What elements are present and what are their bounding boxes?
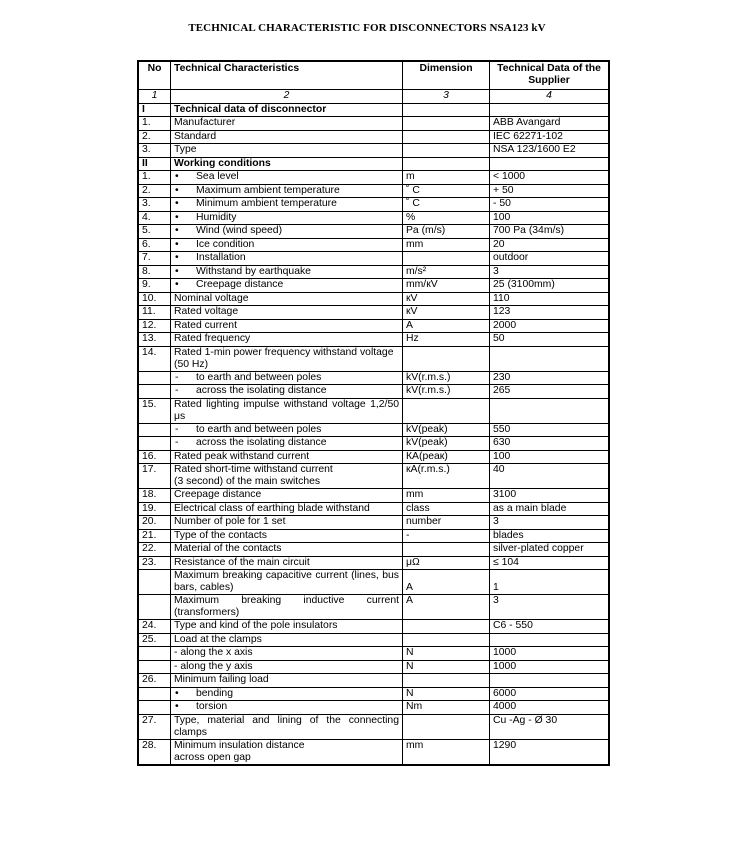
row-characteristic: Rated lighting impulse withstand voltage 1,2/50 μs bbox=[171, 398, 403, 423]
row-characteristic bbox=[171, 252, 403, 266]
table-row bbox=[139, 437, 609, 451]
dash-marker: - bbox=[175, 371, 179, 383]
table-row bbox=[139, 595, 609, 620]
table-row bbox=[139, 739, 609, 764]
row-characteristic: Type and kind of the pole insulators bbox=[171, 620, 403, 634]
row-characteristic bbox=[171, 225, 403, 239]
row-characteristic-text: Withstand by earthquake bbox=[196, 265, 311, 277]
row-number: 26. bbox=[139, 674, 171, 688]
row-dimension: ˚ C bbox=[403, 198, 490, 212]
bullet-marker: • bbox=[175, 225, 179, 236]
row-supplier-value: outdoor bbox=[490, 252, 609, 266]
row-number: I bbox=[139, 103, 171, 117]
row-dimension bbox=[403, 117, 490, 131]
row-supplier-value: 4000 bbox=[490, 701, 609, 715]
table-row bbox=[139, 333, 609, 347]
row-characteristic-text: to earth and between poles bbox=[196, 423, 322, 435]
header-dimension: Dimension bbox=[403, 62, 490, 90]
row-characteristic: Rated peak withstand current bbox=[171, 450, 403, 464]
table-row bbox=[139, 714, 609, 739]
row-dimension: mm bbox=[403, 238, 490, 252]
row-number: 18. bbox=[139, 489, 171, 503]
table-row bbox=[139, 319, 609, 333]
row-characteristic-text: Minimum ambient temperature bbox=[196, 198, 337, 209]
row-dimension: μΩ bbox=[403, 556, 490, 570]
technical-data-table bbox=[138, 61, 609, 765]
row-dimension: kV(r.m.s.) bbox=[403, 385, 490, 399]
header-no: No bbox=[139, 62, 171, 90]
row-supplier-value bbox=[490, 398, 609, 423]
table-row bbox=[139, 198, 609, 212]
row-supplier-value: NSA 123/1600 E2 bbox=[490, 144, 609, 158]
row-characteristic: Creepage distance bbox=[171, 489, 403, 503]
row-dimension: N bbox=[403, 660, 490, 674]
row-dimension bbox=[403, 346, 490, 371]
row-supplier-value: C6 - 550 bbox=[490, 620, 609, 634]
row-dimension bbox=[403, 252, 490, 266]
row-characteristic: Rated frequency bbox=[171, 333, 403, 347]
row-number: 21. bbox=[139, 529, 171, 543]
row-dimension: mm/кV bbox=[403, 279, 490, 293]
row-number: 27. bbox=[139, 714, 171, 739]
row-characteristic: Electrical class of earthing blade withstand bbox=[171, 502, 403, 516]
row-supplier-value: 630 bbox=[490, 437, 609, 451]
row-supplier-value: 110 bbox=[490, 292, 609, 306]
column-number: 3 bbox=[403, 90, 490, 104]
table-row bbox=[139, 543, 609, 557]
row-number: 11. bbox=[139, 306, 171, 320]
row-characteristic bbox=[171, 371, 403, 385]
row-number: 8. bbox=[139, 265, 171, 279]
row-number bbox=[139, 687, 171, 701]
table-row bbox=[139, 279, 609, 293]
row-supplier-value: 265 bbox=[490, 385, 609, 399]
row-dimension bbox=[403, 157, 490, 171]
row-dimension: mm bbox=[403, 739, 490, 764]
row-dimension: m/s² bbox=[403, 265, 490, 279]
row-number: 10. bbox=[139, 292, 171, 306]
row-supplier-value: as a main blade bbox=[490, 502, 609, 516]
row-dimension bbox=[403, 103, 490, 117]
row-characteristic: - along the y axis bbox=[171, 660, 403, 674]
row-dimension bbox=[403, 144, 490, 158]
row-number: 22. bbox=[139, 543, 171, 557]
table-row bbox=[139, 130, 609, 144]
row-characteristic-text: across the isolating distance bbox=[196, 385, 327, 396]
table-row bbox=[139, 171, 609, 185]
table-row bbox=[139, 529, 609, 543]
row-characteristic: Manufacturer bbox=[171, 117, 403, 131]
row-number: 2. bbox=[139, 184, 171, 198]
row-characteristic bbox=[171, 211, 403, 225]
table-row bbox=[139, 570, 609, 595]
row-dimension: N bbox=[403, 647, 490, 661]
row-characteristic: Maximum breaking capacitive current (lines, bus bars, cables) bbox=[171, 570, 403, 595]
table-row bbox=[139, 674, 609, 688]
row-dimension: % bbox=[403, 211, 490, 225]
row-dimension: number bbox=[403, 516, 490, 530]
row-number: 1. bbox=[139, 117, 171, 131]
table-row bbox=[139, 306, 609, 320]
row-characteristic bbox=[171, 238, 403, 252]
row-dimension: кV bbox=[403, 306, 490, 320]
row-supplier-value: < 1000 bbox=[490, 171, 609, 185]
row-number bbox=[139, 595, 171, 620]
dash-marker: - bbox=[175, 385, 179, 396]
table-row bbox=[139, 184, 609, 198]
row-characteristic bbox=[171, 265, 403, 279]
row-characteristic: Type, material and lining of the connecting clamps bbox=[171, 714, 403, 739]
row-supplier-value: 100 bbox=[490, 450, 609, 464]
row-supplier-value: 2000 bbox=[490, 319, 609, 333]
bullet-marker: • bbox=[175, 687, 179, 699]
row-number bbox=[139, 437, 171, 451]
row-characteristic-text: Maximum ambient temperature bbox=[196, 184, 340, 196]
row-number bbox=[139, 647, 171, 661]
row-supplier-value bbox=[490, 674, 609, 688]
row-number: 7. bbox=[139, 252, 171, 266]
row-dimension: kV(peak) bbox=[403, 437, 490, 451]
row-supplier-value: - 50 bbox=[490, 198, 609, 212]
row-number: 12. bbox=[139, 319, 171, 333]
table-row bbox=[139, 144, 609, 158]
row-characteristic: Working conditions bbox=[171, 157, 403, 171]
column-number: 4 bbox=[490, 90, 609, 104]
row-dimension bbox=[403, 714, 490, 739]
table-row bbox=[139, 252, 609, 266]
row-characteristic-text: Sea level bbox=[196, 171, 239, 182]
row-characteristic-text: Creepage distance bbox=[196, 279, 284, 290]
row-supplier-value: 3 bbox=[490, 595, 609, 620]
bullet-marker: • bbox=[175, 238, 179, 250]
column-number: 1 bbox=[139, 90, 171, 104]
row-characteristic: Rated voltage bbox=[171, 306, 403, 320]
bullet-marker: • bbox=[175, 265, 179, 277]
row-number bbox=[139, 371, 171, 385]
row-supplier-value: 123 bbox=[490, 306, 609, 320]
row-dimension: КА(реак) bbox=[403, 450, 490, 464]
row-dimension: Nm bbox=[403, 701, 490, 715]
dash-marker: - bbox=[175, 437, 179, 448]
row-number: 1. bbox=[139, 171, 171, 185]
row-number: 15. bbox=[139, 398, 171, 423]
row-number: 3. bbox=[139, 144, 171, 158]
row-supplier-value bbox=[490, 346, 609, 371]
row-dimension: mm bbox=[403, 489, 490, 503]
row-number: 28. bbox=[139, 739, 171, 764]
row-supplier-value: 700 Pa (34m/s) bbox=[490, 225, 609, 239]
table-header-row bbox=[139, 62, 609, 90]
row-supplier-value: 3 bbox=[490, 265, 609, 279]
table-row bbox=[139, 292, 609, 306]
row-supplier-value: 550 bbox=[490, 423, 609, 437]
row-characteristic: Minimum failing load bbox=[171, 674, 403, 688]
row-number bbox=[139, 660, 171, 674]
row-supplier-value: 40 bbox=[490, 464, 609, 489]
row-number bbox=[139, 570, 171, 595]
row-supplier-value: ABB Avangard bbox=[490, 117, 609, 131]
table-row bbox=[139, 371, 609, 385]
bullet-marker: • bbox=[175, 252, 179, 263]
row-characteristic: Minimum insulation distance across open gap bbox=[171, 739, 403, 764]
table-row bbox=[139, 265, 609, 279]
row-number: 25. bbox=[139, 633, 171, 647]
table-row bbox=[139, 225, 609, 239]
row-number bbox=[139, 423, 171, 437]
table-row bbox=[139, 701, 609, 715]
table-body bbox=[139, 103, 609, 764]
row-characteristic bbox=[171, 184, 403, 198]
row-dimension: A bbox=[403, 570, 490, 595]
row-characteristic: Technical data of disconnector bbox=[171, 103, 403, 117]
row-dimension: кV bbox=[403, 292, 490, 306]
row-characteristic-text: across the isolating distance bbox=[196, 437, 327, 448]
table-row bbox=[139, 464, 609, 489]
row-characteristic bbox=[171, 437, 403, 451]
row-dimension bbox=[403, 674, 490, 688]
row-supplier-value: 230 bbox=[490, 371, 609, 385]
row-dimension bbox=[403, 620, 490, 634]
row-supplier-value: 1000 bbox=[490, 647, 609, 661]
row-characteristic: Rated current bbox=[171, 319, 403, 333]
row-number: 13. bbox=[139, 333, 171, 347]
row-number: 14. bbox=[139, 346, 171, 371]
row-dimension: class bbox=[403, 502, 490, 516]
row-supplier-value: 6000 bbox=[490, 687, 609, 701]
row-characteristic bbox=[171, 279, 403, 293]
row-supplier-value: 20 bbox=[490, 238, 609, 252]
bullet-marker: • bbox=[175, 184, 179, 196]
row-supplier-value: ≤ 104 bbox=[490, 556, 609, 570]
row-characteristic-text: torsion bbox=[196, 701, 228, 712]
row-supplier-value: 3100 bbox=[490, 489, 609, 503]
row-number: II bbox=[139, 157, 171, 171]
row-dimension: kV(r.m.s.) bbox=[403, 371, 490, 385]
row-supplier-value: 3 bbox=[490, 516, 609, 530]
row-dimension: Pa (m/s) bbox=[403, 225, 490, 239]
row-characteristic bbox=[171, 171, 403, 185]
row-number: 17. bbox=[139, 464, 171, 489]
header-characteristics: Technical Characteristics bbox=[171, 62, 403, 90]
document-title: TECHNICAL CHARACTERISTIC FOR DISCONNECTORS NSA123 kV bbox=[188, 22, 546, 34]
bullet-marker: • bbox=[175, 198, 179, 209]
row-supplier-value: 1 bbox=[490, 570, 609, 595]
table-row bbox=[139, 238, 609, 252]
table-row bbox=[139, 502, 609, 516]
row-number: 3. bbox=[139, 198, 171, 212]
row-dimension: Hz bbox=[403, 333, 490, 347]
row-characteristic: Number of pole for 1 set bbox=[171, 516, 403, 530]
row-supplier-value: silver-plated copper bbox=[490, 543, 609, 557]
row-characteristic bbox=[171, 198, 403, 212]
row-dimension: ˚ C bbox=[403, 184, 490, 198]
row-characteristic-text: to earth and between poles bbox=[196, 371, 322, 383]
table-row bbox=[139, 660, 609, 674]
row-number: 9. bbox=[139, 279, 171, 293]
table-row bbox=[139, 647, 609, 661]
row-characteristic bbox=[171, 385, 403, 399]
table-row bbox=[139, 103, 609, 117]
row-characteristic: Type of the contacts bbox=[171, 529, 403, 543]
row-number: 4. bbox=[139, 211, 171, 225]
column-number-row bbox=[139, 90, 609, 104]
table-row bbox=[139, 117, 609, 131]
row-dimension: А bbox=[403, 319, 490, 333]
row-characteristic: Nominal voltage bbox=[171, 292, 403, 306]
table-row bbox=[139, 398, 609, 423]
row-characteristic-text: Humidity bbox=[196, 211, 237, 223]
row-characteristic-text: Wind (wind speed) bbox=[196, 225, 283, 236]
table-row bbox=[139, 211, 609, 225]
table-row bbox=[139, 423, 609, 437]
table-row bbox=[139, 687, 609, 701]
row-dimension: кА(r.m.s.) bbox=[403, 464, 490, 489]
bullet-marker: • bbox=[175, 171, 179, 182]
row-characteristic: - along the x axis bbox=[171, 647, 403, 661]
row-number bbox=[139, 701, 171, 715]
bullet-marker: • bbox=[175, 279, 179, 290]
row-supplier-value bbox=[490, 103, 609, 117]
row-supplier-value: 50 bbox=[490, 333, 609, 347]
row-characteristic bbox=[171, 423, 403, 437]
row-characteristic: Resistance of the main circuit bbox=[171, 556, 403, 570]
table-row bbox=[139, 556, 609, 570]
table-row bbox=[139, 620, 609, 634]
row-dimension bbox=[403, 633, 490, 647]
row-characteristic-text: bending bbox=[196, 687, 233, 699]
row-supplier-value bbox=[490, 633, 609, 647]
row-number: 19. bbox=[139, 502, 171, 516]
row-number: 24. bbox=[139, 620, 171, 634]
row-supplier-value: 1000 bbox=[490, 660, 609, 674]
row-characteristic-text: Ice condition bbox=[196, 238, 255, 250]
row-characteristic: Load at the clamps bbox=[171, 633, 403, 647]
table-row bbox=[139, 385, 609, 399]
row-number: 16. bbox=[139, 450, 171, 464]
row-supplier-value: blades bbox=[490, 529, 609, 543]
table-row bbox=[139, 489, 609, 503]
dash-marker: - bbox=[175, 423, 179, 435]
table-row bbox=[139, 157, 609, 171]
row-supplier-value: 1290 bbox=[490, 739, 609, 764]
row-characteristic bbox=[171, 701, 403, 715]
row-supplier-value: + 50 bbox=[490, 184, 609, 198]
row-dimension: A bbox=[403, 595, 490, 620]
row-characteristic: Material of the contacts bbox=[171, 543, 403, 557]
row-number bbox=[139, 385, 171, 399]
row-supplier-value: 100 bbox=[490, 211, 609, 225]
row-dimension: m bbox=[403, 171, 490, 185]
row-dimension: kV(peak) bbox=[403, 423, 490, 437]
row-dimension bbox=[403, 398, 490, 423]
row-number: 20. bbox=[139, 516, 171, 530]
row-number: 6. bbox=[139, 238, 171, 252]
row-dimension bbox=[403, 130, 490, 144]
row-characteristic-text: Installation bbox=[196, 252, 246, 263]
row-supplier-value: 25 (3100mm) bbox=[490, 279, 609, 293]
row-dimension: - bbox=[403, 529, 490, 543]
row-dimension bbox=[403, 543, 490, 557]
table-row bbox=[139, 346, 609, 371]
row-number: 2. bbox=[139, 130, 171, 144]
table-row bbox=[139, 450, 609, 464]
header-supplier: Technical Data of the Supplier bbox=[490, 62, 609, 90]
row-number: 5. bbox=[139, 225, 171, 239]
bullet-marker: • bbox=[175, 211, 179, 223]
row-characteristic: Type bbox=[171, 144, 403, 158]
column-number: 2 bbox=[171, 90, 403, 104]
row-characteristic: Standard bbox=[171, 130, 403, 144]
row-number: 23. bbox=[139, 556, 171, 570]
row-supplier-value bbox=[490, 157, 609, 171]
row-characteristic: Maximum breaking inductive current (transformers) bbox=[171, 595, 403, 620]
row-characteristic: Rated short-time withstand current (3 second) of the main switches bbox=[171, 464, 403, 489]
row-supplier-value: IEC 62271-102 bbox=[490, 130, 609, 144]
row-dimension: N bbox=[403, 687, 490, 701]
bullet-marker: • bbox=[175, 701, 179, 712]
table-row bbox=[139, 633, 609, 647]
row-characteristic bbox=[171, 687, 403, 701]
row-supplier-value: Cu -Ag - Ø 30 bbox=[490, 714, 609, 739]
table-row bbox=[139, 516, 609, 530]
row-characteristic: Rated 1-min power frequency withstand voltage (50 Hz) bbox=[171, 346, 403, 371]
